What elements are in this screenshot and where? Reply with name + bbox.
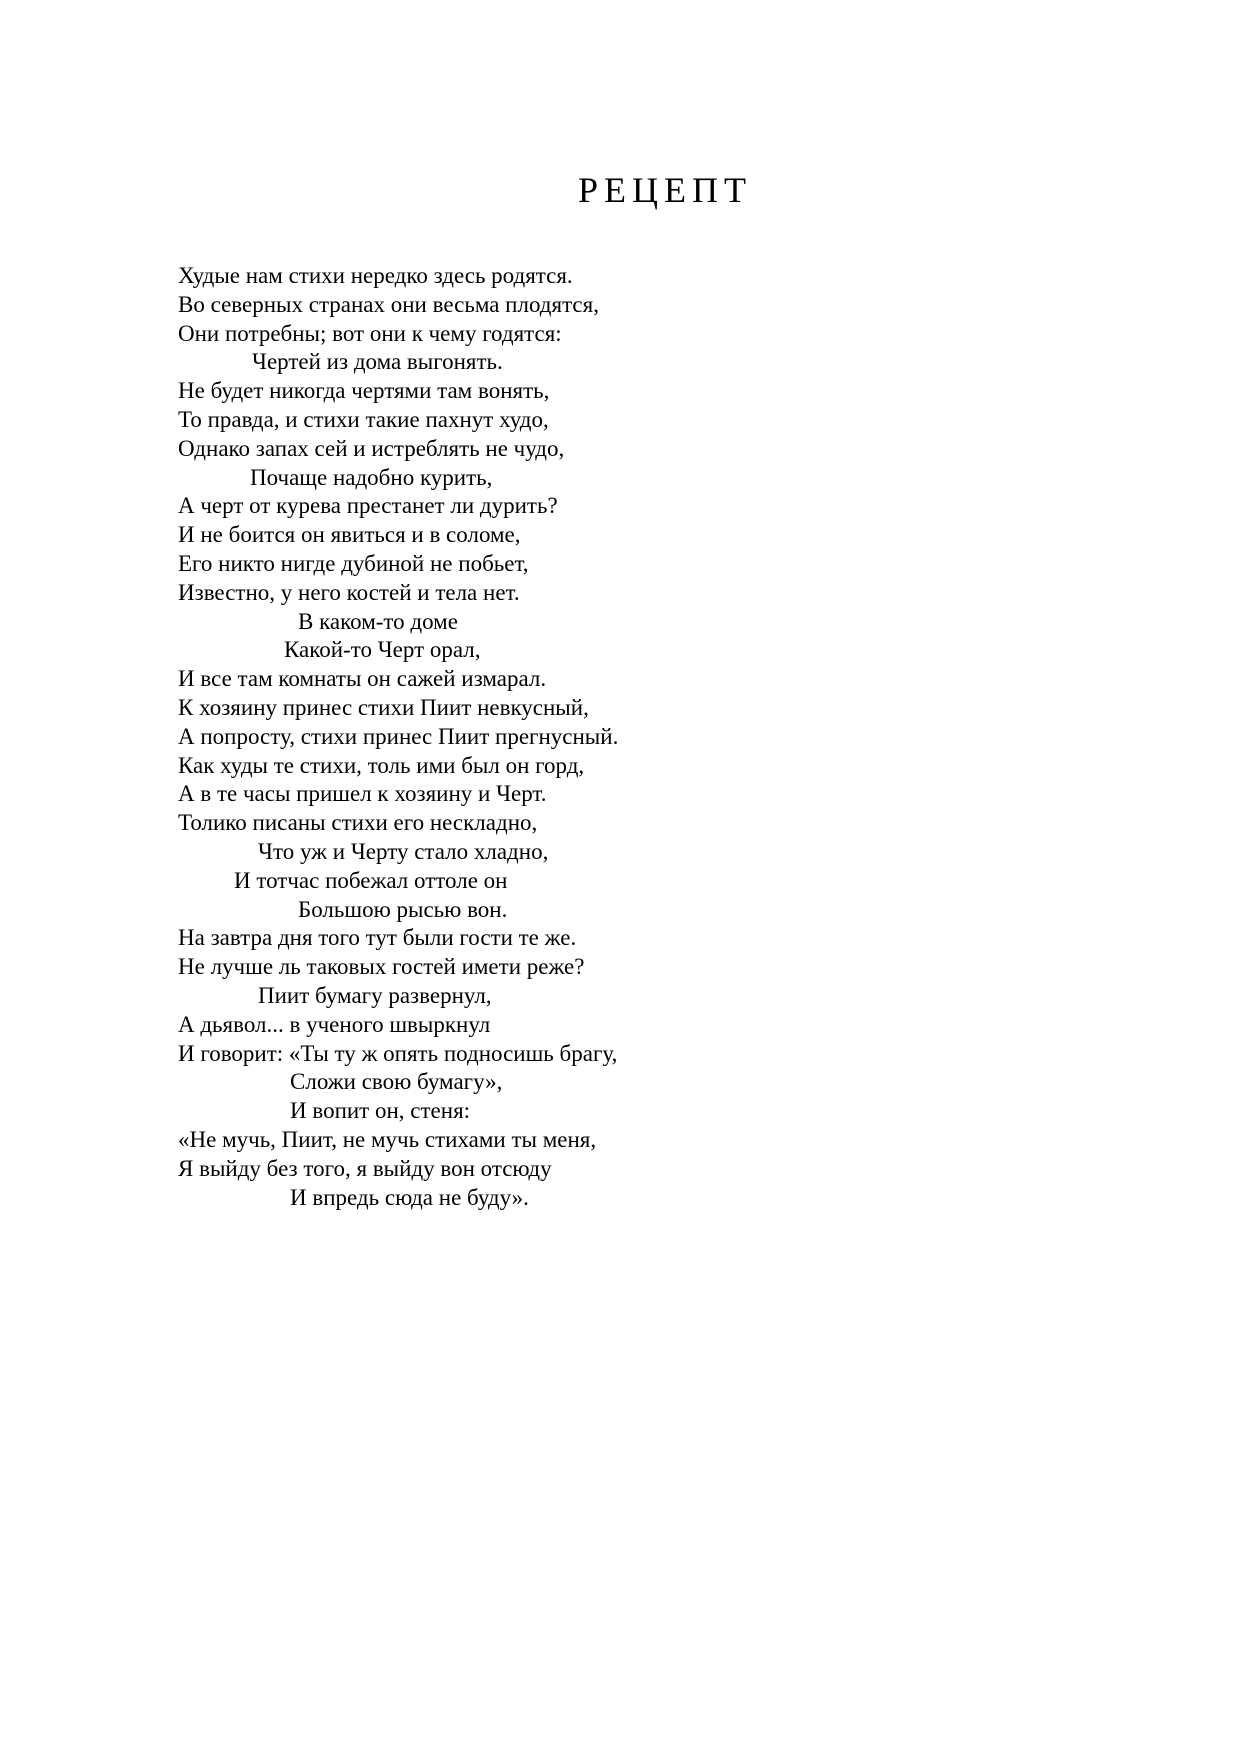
poem-line: «Не мучь, Пиит, не мучь стихами ты меня, <box>178 1126 597 1152</box>
poem-line: И впредь сюда не буду». <box>290 1184 529 1210</box>
poem-line: Не будет никогда чертями там вонять, <box>178 378 550 404</box>
poem-title: РЕЦЕПТ <box>578 170 752 210</box>
poem-line: Что уж и Черту стало хладно, <box>258 838 549 864</box>
poem-line: Большою рысью вон. <box>298 896 508 922</box>
poem-line: На завтра дня того тут были гости те же. <box>178 925 577 951</box>
poem-line: Известно, у него костей и тела нет. <box>178 579 520 605</box>
poem-line: А в те часы пришел к хозяину и Черт. <box>178 781 547 807</box>
poem-line: В каком-то доме <box>298 608 458 634</box>
poem-line: И не боится он явиться и в соломе, <box>178 522 521 548</box>
poem-line: Я выйду без того, я выйду вон отсюду <box>178 1155 552 1181</box>
poem-line: Однако запах сей и истреблять не чудо, <box>178 435 565 461</box>
poem-line: И вопит он, стеня: <box>290 1098 471 1124</box>
poem-line: Как худы те стихи, толь ими был он горд, <box>178 752 585 778</box>
poem-line: А черт от курева престанет ли дурить? <box>178 493 558 519</box>
poem-line: И тотчас побежал оттоле он <box>234 867 508 893</box>
poem-line: Пиит бумагу развернул, <box>258 982 492 1008</box>
poem-line: Его никто нигде дубиной не побьет, <box>178 550 529 576</box>
poem-line: Почаще надобно курить, <box>250 464 493 490</box>
poem-line: Чертей из дома выгонять. <box>252 349 503 375</box>
poem-line: То правда, и стихи такие пахнут худо, <box>178 406 549 432</box>
poem-line: Во северных странах они весьма плодятся, <box>178 291 599 317</box>
poem-line: А попросту, стихи принес Пиит прегнусный. <box>178 723 619 749</box>
poem-line: Не лучше ль таковых гостей имети реже? <box>178 954 585 980</box>
poem-line: Толико писаны стихи его нескладно, <box>178 810 538 836</box>
poem-line: Какой-то Черт орал, <box>284 637 481 663</box>
poem-line: Худые нам стихи нередко здесь родятся. <box>178 263 573 288</box>
poem-line: К хозяину принес стихи Пиит невкусный, <box>178 694 589 720</box>
poem-line: И все там комнаты он сажей измарал. <box>178 666 547 692</box>
poem-body <box>178 262 1078 1212</box>
poem-line: А дьявол... в ученого швыркнул <box>178 1011 491 1037</box>
poem-line: Они потребны; вот они к чему годятся: <box>178 320 562 346</box>
poem-line: Сложи свою бумагу», <box>290 1069 503 1095</box>
poem-line: И говорит: «Ты ту ж опять подносишь брагу, <box>178 1040 618 1066</box>
